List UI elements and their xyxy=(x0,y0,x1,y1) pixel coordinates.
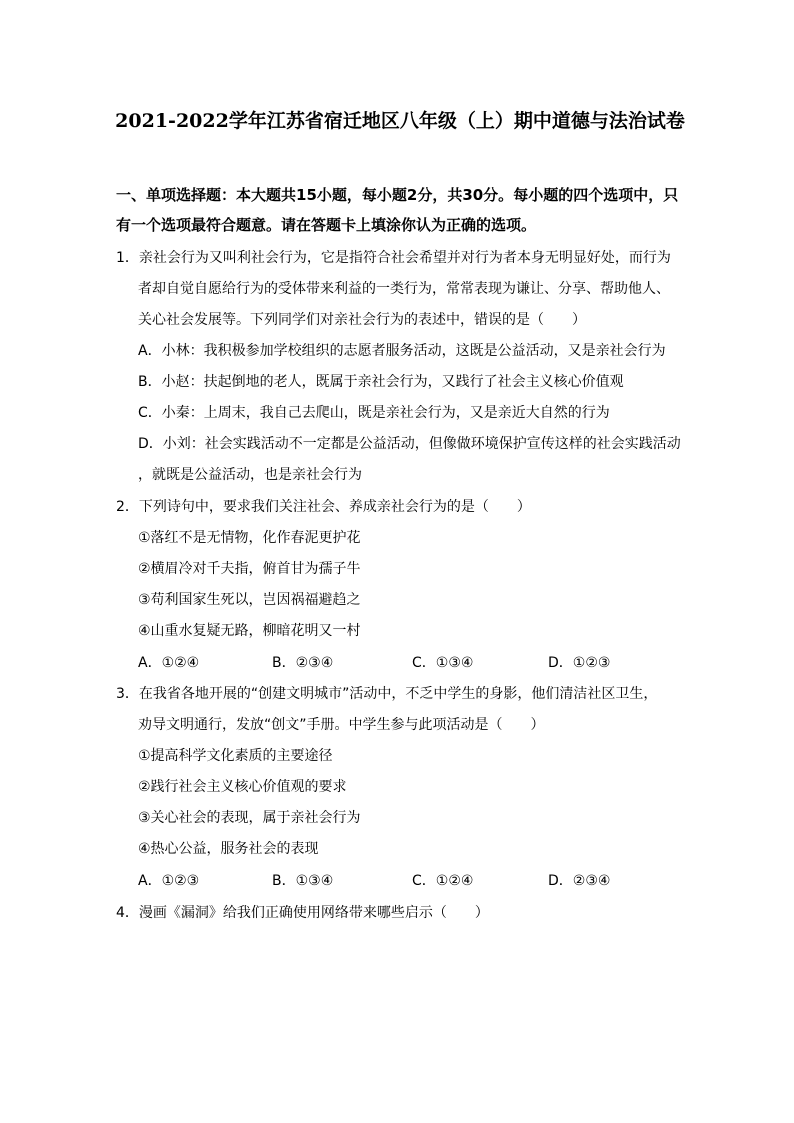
question-2-item-3: ③苟利国家生死以，岂因祸福避趋之 xyxy=(138,592,361,608)
question-2-choice-c: C．①③④ xyxy=(412,655,474,671)
question-2-item-4: ④山重水复疑无路，柳暗花明又一村 xyxy=(138,623,361,639)
question-2-choices xyxy=(138,653,658,673)
question-1-stem-line-3: 关心社会发展等。下列同学们对亲社会行为的表述中，错误的是（ ） xyxy=(138,312,586,328)
question-2-stem: 2．下列诗句中，要求我们关注社会、养成亲社会行为的是（ ） xyxy=(116,499,531,515)
question-1-option-c: C．小秦：上周末，我自己去爬山，既是亲社会行为，又是亲近大自然的行为 xyxy=(138,405,610,421)
question-1-option-d: D．小刘：社会实践活动不一定都是公益活动，但像做环境保护宣传这样的社会实践活动 xyxy=(138,436,681,452)
question-3-stem-line-1: 3．在我省各地开展的“创建文明城市”活动中，不乏中学生的身影，他们清洁社区卫生， xyxy=(116,686,658,702)
question-3-choices xyxy=(138,871,658,891)
question-3-item-4: ④热心公益，服务社会的表现 xyxy=(138,841,319,857)
question-3-item-2: ②践行社会主义核心价值观的要求 xyxy=(138,779,347,795)
question-4-stem: 4．漫画《漏洞》给我们正确使用网络带来哪些启示（ ） xyxy=(116,905,489,921)
question-1-stem-line-1: 1．亲社会行为又叫利社会行为，它是指符合社会希望并对行为者本身无明显好处，而行为 xyxy=(116,250,671,266)
question-2-item-1: ①落红不是无情物，化作春泥更护花 xyxy=(138,530,361,546)
question-1-stem-line-2: 者却自觉自愿给行为的受体带来利益的一类行为，常常表现为谦让、分享、帮助他人、 xyxy=(138,281,670,297)
question-2-choice-a: A．①②④ xyxy=(138,655,200,671)
section-heading: 一、单项选择题：本大题共15小题，每小题2分，共30分。每小题的四个选项中，只有一个选项最符合题意。请在答题卡上填涂你认为正确的选项。 xyxy=(116,186,679,234)
question-2-choice-d: D．①②③ xyxy=(548,655,611,671)
exam-title: 2021-2022学年江苏省宿迁地区八年级（上）期中道德与法治试卷 xyxy=(115,110,685,132)
question-3-choice-b: B．①③④ xyxy=(272,873,334,889)
question-3-choice-d: D．②③④ xyxy=(548,873,611,889)
question-3-choice-c: C．①②④ xyxy=(412,873,474,889)
question-2-choice-b: B．②③④ xyxy=(272,655,334,671)
question-1-option-b: B．小赵：扶起倒地的老人，既属于亲社会行为，又践行了社会主义核心价值观 xyxy=(138,374,624,390)
question-2-item-2: ②横眉冷对千夫指，俯首甘为孺子牛 xyxy=(138,561,361,577)
question-3-item-3: ③关心社会的表现，属于亲社会行为 xyxy=(138,810,361,826)
question-3-stem-line-2: 劝导文明通行，发放“创文”手册。中学生参与此项活动是（ ） xyxy=(138,717,545,733)
question-3-item-1: ①提高科学文化素质的主要途径 xyxy=(138,748,333,764)
question-1-option-a: A．小林：我积极参加学校组织的志愿者服务活动，这既是公益活动，又是亲社会行为 xyxy=(138,343,666,359)
question-3-choice-a: A．①②③ xyxy=(138,873,200,889)
question-1-option-d-continuation: ，就既是公益活动，也是亲社会行为 xyxy=(138,467,362,483)
